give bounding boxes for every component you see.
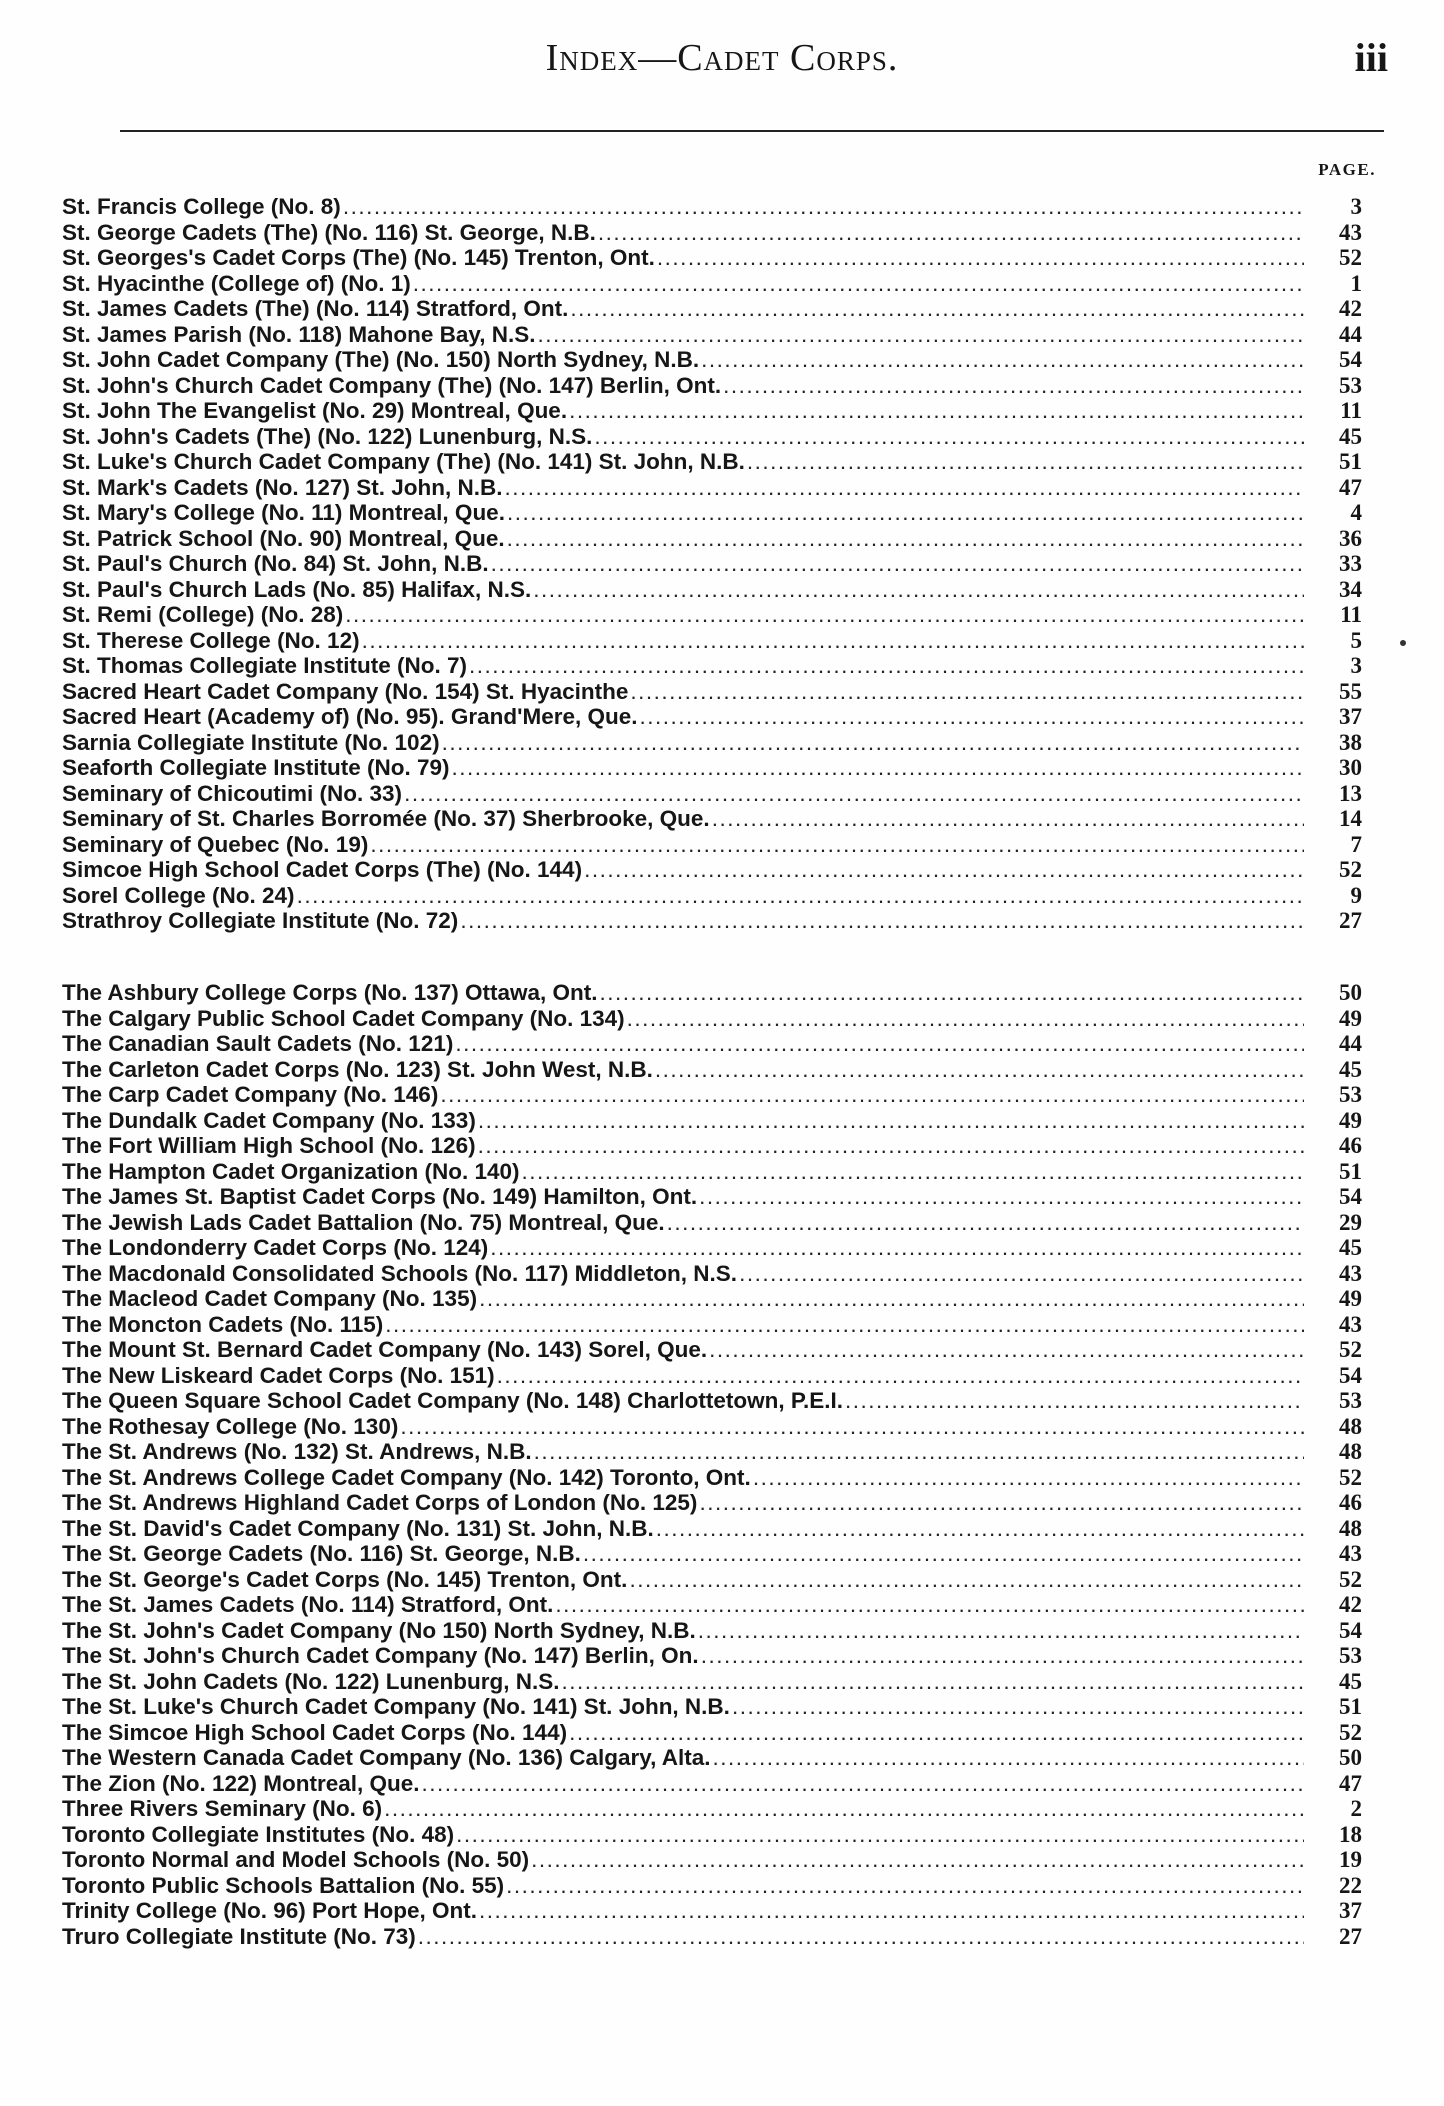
entry-page-number: 52 <box>1339 1719 1362 1745</box>
dot-leader <box>404 781 1304 807</box>
index-entry <box>62 1184 1362 1210</box>
index-entry <box>62 755 1362 781</box>
index-entry <box>62 322 1362 348</box>
dot-leader <box>667 1210 1304 1236</box>
dot-leader <box>479 1898 1304 1924</box>
index-entry <box>62 1643 1362 1669</box>
index-entry <box>62 526 1362 552</box>
entry-title: The Queen Square School Cadet Company (No. 148) Charlottetown, P.E.I. <box>62 1388 843 1413</box>
index-entry <box>62 194 1362 220</box>
entry-page-number: 37 <box>1339 704 1362 729</box>
entry-title: Sorel College (No. 24) <box>62 882 295 908</box>
index-entry <box>62 832 1362 858</box>
entry-title: Toronto Collegiate Institutes (No. 48) <box>62 1821 455 1847</box>
entry-title: The Macleod Cadet Company (No. 135) <box>62 1286 478 1311</box>
entry-page-number: 46 <box>1339 1490 1362 1515</box>
entry-page-number: 53 <box>1339 1643 1362 1668</box>
entry-page-number: 44 <box>1339 321 1362 347</box>
entry-page-number: 22 <box>1339 1872 1362 1898</box>
entry-title: The Londonderry Cadet Corps (No. 124) <box>62 1235 489 1260</box>
index-entry <box>62 1924 1362 1950</box>
entry-page-number: 29 <box>1339 1209 1362 1235</box>
dot-leader <box>598 220 1304 246</box>
dot-leader <box>562 1669 1304 1695</box>
index-entry <box>62 1210 1362 1236</box>
dot-leader <box>709 1337 1304 1363</box>
dot-leader <box>713 1745 1305 1771</box>
entry-title: St. John's Cadets (The) (No. 122) Lunenburg, N.S. <box>62 423 593 449</box>
dot-leader <box>384 1796 1304 1822</box>
index-entry <box>62 1745 1362 1771</box>
dot-leader <box>699 1490 1304 1516</box>
dot-leader <box>583 1541 1304 1567</box>
entry-title: Seminary of Quebec (No. 19) <box>62 831 369 857</box>
entry-title: Strathroy Collegiate Institute (No. 72) <box>62 908 459 933</box>
index-entry <box>62 1235 1362 1261</box>
dot-leader <box>497 1363 1304 1389</box>
index-entry <box>62 1363 1362 1389</box>
entry-title: The Zion (No. 122) Montreal, Que. <box>62 1770 420 1796</box>
index-entry <box>62 1286 1362 1312</box>
entry-page-number: 14 <box>1339 806 1362 831</box>
dot-leader <box>452 755 1304 781</box>
index-entry <box>62 1108 1362 1134</box>
index-entry <box>62 1694 1362 1720</box>
dot-leader <box>362 628 1304 654</box>
index-entry <box>62 781 1362 807</box>
dot-leader <box>538 322 1305 348</box>
dot-leader <box>630 679 1304 705</box>
entry-title: St. James Cadets (The) (No. 114) Stratford, Ont. <box>62 296 569 321</box>
dot-leader <box>640 704 1304 730</box>
entry-title: Sarnia Collegiate Institute (No. 102) <box>62 729 440 755</box>
dot-leader <box>442 730 1304 756</box>
entry-title: St. James Parish (No. 118) Mahone Bay, N.S. <box>62 321 536 347</box>
index-entry <box>62 1057 1362 1083</box>
entry-title: The Fort William High School (No. 126) <box>62 1133 476 1158</box>
dot-leader <box>531 1847 1304 1873</box>
entry-page-number: 49 <box>1339 1005 1362 1031</box>
entry-page-number: 7 <box>1350 831 1362 857</box>
entry-title: The Hampton Cadet Organization (No. 140) <box>62 1158 520 1184</box>
entry-page-number: 43 <box>1339 1311 1362 1337</box>
index-entry <box>62 628 1362 654</box>
header-rule <box>120 130 1384 132</box>
entry-title: The Carleton Cadet Corps (No. 123) St. John West, N.B. <box>62 1056 653 1082</box>
index-entry <box>62 271 1362 297</box>
dot-leader <box>440 1082 1304 1108</box>
dot-leader <box>400 1414 1304 1440</box>
dot-leader <box>747 449 1304 475</box>
index-entry <box>62 602 1362 628</box>
dot-leader <box>506 1873 1304 1899</box>
dot-leader <box>418 1924 1304 1950</box>
entry-title: St. John The Evangelist (No. 29) Montreal, Que. <box>62 398 568 423</box>
margin-speck <box>1400 640 1406 646</box>
dot-leader <box>370 832 1304 858</box>
entry-title: Toronto Normal and Model Schools (No. 50) <box>62 1847 530 1872</box>
dot-leader <box>657 245 1304 271</box>
entry-title: The Ashbury College Corps (No. 137) Ottawa, Ont. <box>62 980 598 1005</box>
dot-leader <box>460 908 1304 934</box>
index-entry <box>62 730 1362 756</box>
entry-title: St. Therese College (No. 12) <box>62 627 360 653</box>
entry-title: The Carp Cadet Company (No. 146) <box>62 1082 439 1107</box>
index-entry <box>62 857 1362 883</box>
entry-page-number: 48 <box>1339 1439 1362 1464</box>
entry-page-number: 33 <box>1339 551 1362 576</box>
dot-leader <box>594 424 1304 450</box>
entry-title: St. Remi (College) (No. 28) <box>62 602 344 627</box>
dot-leader <box>753 1465 1304 1491</box>
dot-leader <box>699 1184 1304 1210</box>
entry-page-number: 9 <box>1350 882 1362 908</box>
index-entry <box>62 245 1362 271</box>
index-entry <box>62 1771 1362 1797</box>
entry-page-number: 52 <box>1339 857 1362 882</box>
entry-page-number: 52 <box>1339 1464 1362 1490</box>
index-entry <box>62 1669 1362 1695</box>
index-entry <box>62 1031 1362 1057</box>
entry-page-number: 46 <box>1339 1133 1362 1158</box>
index-entry <box>62 1261 1362 1287</box>
entry-page-number: 3 <box>1350 653 1362 678</box>
dot-leader <box>732 1694 1304 1720</box>
dot-leader <box>723 373 1304 399</box>
entry-page-number: 54 <box>1339 347 1362 372</box>
entry-title: St. Paul's Church Lads (No. 85) Halifax, N.S. <box>62 576 532 602</box>
dot-leader <box>507 500 1304 526</box>
entry-page-number: 54 <box>1339 1617 1362 1643</box>
entry-title: The Simcoe High School Cadet Corps (No. 144) <box>62 1719 568 1745</box>
entry-page-number: 52 <box>1339 1337 1362 1362</box>
entry-page-number: 47 <box>1339 474 1362 500</box>
index-entry <box>62 1822 1362 1848</box>
index-entry <box>62 551 1362 577</box>
index-entry <box>62 373 1362 399</box>
entry-page-number: 53 <box>1339 372 1362 398</box>
entry-page-number: 13 <box>1339 780 1362 806</box>
dot-leader <box>455 1031 1304 1057</box>
dot-leader <box>701 1643 1304 1669</box>
dot-leader <box>413 271 1304 297</box>
entry-title: The Mount St. Bernard Cadet Company (No. 143) Sorel, Que. <box>62 1337 708 1362</box>
entry-page-number: 36 <box>1339 525 1362 551</box>
index-entry <box>62 1414 1362 1440</box>
entry-title: St. George Cadets (The) (No. 116) St. George, N.B. <box>62 219 596 245</box>
index-entry <box>62 347 1362 373</box>
entry-page-number: 49 <box>1339 1286 1362 1311</box>
dot-leader <box>698 1618 1304 1644</box>
index-entry <box>62 653 1362 679</box>
entry-title: St. Thomas Collegiate Institute (No. 7) <box>62 653 468 678</box>
entry-page-number: 44 <box>1339 1031 1362 1056</box>
dot-leader <box>656 1516 1304 1542</box>
entry-title: Seminary of St. Charles Borromée (No. 37) Sherbrooke, Que. <box>62 806 710 831</box>
index-entry <box>62 1312 1362 1338</box>
entry-title: St. John Cadet Company (The) (No. 150) North Sydney, N.B. <box>62 347 700 372</box>
entry-page-number: 38 <box>1339 729 1362 755</box>
entry-page-number: 53 <box>1339 1082 1362 1107</box>
entry-page-number: 47 <box>1339 1770 1362 1796</box>
entry-page-number: 51 <box>1339 1694 1362 1719</box>
entry-title: The St. George's Cadet Corps (No. 145) Trenton, Ont. <box>62 1566 628 1592</box>
index-entry <box>62 1720 1362 1746</box>
entry-page-number: 11 <box>1340 602 1362 627</box>
entry-title: St. Francis College (No. 8) <box>62 194 341 219</box>
index-entry <box>62 1541 1362 1567</box>
entry-title: The Rothesay College (No. 130) <box>62 1413 399 1439</box>
entry-title: The Macdonald Consolidated Schools (No. 117) Middleton, N.S. <box>62 1260 738 1286</box>
index-entry <box>62 1133 1362 1159</box>
entry-title: The Jewish Lads Cadet Battalion (No. 75) Montreal, Que. <box>62 1209 665 1235</box>
entry-title: St. Luke's Church Cadet Company (The) (No. 141) St. John, N.B. <box>62 449 745 474</box>
entry-page-number: 19 <box>1339 1847 1362 1872</box>
index-entry <box>62 1337 1362 1363</box>
index-entry <box>62 1082 1362 1108</box>
entry-page-number: 2 <box>1350 1796 1362 1821</box>
entry-page-number: 4 <box>1350 500 1362 525</box>
dot-leader <box>570 296 1304 322</box>
index-entry <box>62 908 1362 934</box>
entry-title: St. Mark's Cadets (No. 127) St. John, N.B. <box>62 474 503 500</box>
dot-leader <box>629 1567 1304 1593</box>
entry-title: Sacred Heart (Academy of) (No. 95). Grand'Mere, Que. <box>62 704 638 729</box>
entry-title: The St. George Cadets (No. 116) St. George, N.B. <box>62 1541 581 1566</box>
entry-page-number: 43 <box>1339 1541 1362 1566</box>
entry-title: St. John's Church Cadet Company (The) (No. 147) Berlin, Ont. <box>62 372 722 398</box>
entry-page-number: 34 <box>1339 576 1362 602</box>
dot-leader <box>478 1133 1304 1159</box>
index-entry <box>62 296 1362 322</box>
dot-leader <box>343 194 1304 220</box>
index-entry <box>62 1439 1362 1465</box>
entry-page-number: 50 <box>1339 1745 1362 1770</box>
dot-leader <box>478 1108 1304 1134</box>
entry-title: Toronto Public Schools Battalion (No. 55) <box>62 1872 505 1898</box>
entry-title: The James St. Baptist Cadet Corps (No. 149) Hamilton, Ont. <box>62 1184 698 1209</box>
entry-page-number: 5 <box>1350 627 1362 653</box>
index-entry <box>62 1873 1362 1899</box>
dot-leader <box>422 1771 1304 1797</box>
index-entry <box>62 1006 1362 1032</box>
entry-title: The Calgary Public School Cadet Company (No. 134) <box>62 1005 625 1031</box>
entry-title: The St. John Cadets (No. 122) Lunenburg, N.S. <box>62 1668 560 1694</box>
entry-title: The St. John's Cadet Company (No 150) North Sydney, N.B. <box>62 1617 696 1643</box>
dot-leader <box>584 857 1304 883</box>
entry-page-number: 43 <box>1339 1260 1362 1286</box>
entry-title: The Western Canada Cadet Company (No. 136) Calgary, Alta. <box>62 1745 711 1770</box>
entry-page-number: 51 <box>1339 449 1362 474</box>
index-entry <box>62 220 1362 246</box>
index-group-s <box>62 194 1362 934</box>
dot-leader <box>297 883 1304 909</box>
dot-leader <box>490 1235 1304 1261</box>
entry-page-number: 53 <box>1339 1388 1362 1413</box>
dot-leader <box>491 551 1304 577</box>
entry-page-number: 45 <box>1339 1235 1362 1260</box>
entry-page-number: 50 <box>1339 980 1362 1005</box>
entry-page-number: 43 <box>1339 219 1362 245</box>
entry-title: The St. Andrews College Cadet Company (No. 142) Toronto, Ont. <box>62 1464 751 1490</box>
entry-title: St. Hyacinthe (College of) (No. 1) <box>62 270 411 296</box>
entry-page-number: 27 <box>1339 1923 1362 1949</box>
page-folio: iii <box>1354 35 1388 80</box>
entry-page-number: 55 <box>1339 678 1362 704</box>
entry-title: St. Paul's Church (No. 84) St. John, N.B. <box>62 551 489 576</box>
index-entry <box>62 679 1362 705</box>
dot-leader <box>479 1286 1304 1312</box>
dot-leader <box>385 1312 1304 1338</box>
index-entry <box>62 1159 1362 1185</box>
entry-page-number: 45 <box>1339 1056 1362 1082</box>
entry-page-number: 42 <box>1339 296 1362 321</box>
index-entry <box>62 980 1362 1006</box>
dot-leader <box>507 526 1304 552</box>
index-entry <box>62 500 1362 526</box>
dot-leader <box>627 1006 1304 1032</box>
entry-page-number: 54 <box>1339 1362 1362 1388</box>
index-entry <box>62 1567 1362 1593</box>
entry-page-number: 54 <box>1339 1184 1362 1209</box>
entry-page-number: 45 <box>1339 423 1362 449</box>
entry-page-number: 45 <box>1339 1668 1362 1694</box>
entry-page-number: 3 <box>1350 194 1362 219</box>
index-entry <box>62 883 1362 909</box>
index-entry <box>62 704 1362 730</box>
entry-page-number: 49 <box>1339 1107 1362 1133</box>
entry-title: St. Mary's College (No. 11) Montreal, Que. <box>62 500 505 525</box>
page-column-heading: PAGE. <box>1318 160 1376 179</box>
index-entry <box>62 1516 1362 1542</box>
index-group-t <box>62 980 1362 1949</box>
entry-title: Sacred Heart Cadet Company (No. 154) St. Hyacinthe <box>62 678 629 704</box>
index-entry <box>62 475 1362 501</box>
index-entry <box>62 398 1362 424</box>
entry-page-number: 37 <box>1339 1898 1362 1923</box>
entry-title: The St. Luke's Church Cadet Company (No. 141) St. John, N.B. <box>62 1694 730 1719</box>
entry-page-number: 1 <box>1350 270 1362 296</box>
entry-page-number: 11 <box>1340 398 1362 423</box>
entry-title: The Moncton Cadets (No. 115) <box>62 1311 384 1337</box>
index-entry <box>62 1796 1362 1822</box>
dot-leader <box>845 1388 1304 1414</box>
entry-title: Three Rivers Seminary (No. 6) <box>62 1796 383 1821</box>
entry-title: Seaforth Collegiate Institute (No. 79) <box>62 755 450 780</box>
index-entry <box>62 1898 1362 1924</box>
dot-leader <box>712 806 1304 832</box>
dot-leader <box>555 1592 1304 1618</box>
entry-title: Trinity College (No. 96) Port Hope, Ont. <box>62 1898 478 1923</box>
entry-page-number: 48 <box>1339 1413 1362 1439</box>
entry-page-number: 52 <box>1339 245 1362 270</box>
entry-title: The St. Andrews Highland Cadet Corps of London (No. 125) <box>62 1490 698 1515</box>
entry-title: The St. John's Church Cadet Company (No. 147) Berlin, On. <box>62 1643 699 1668</box>
entry-title: Seminary of Chicoutimi (No. 33) <box>62 780 403 806</box>
entry-title: The New Liskeard Cadet Corps (No. 151) <box>62 1362 495 1388</box>
entry-title: The St. James Cadets (No. 114) Stratford, Ont. <box>62 1592 554 1617</box>
dot-leader <box>534 1439 1304 1465</box>
index-entry <box>62 806 1362 832</box>
dot-leader <box>569 1720 1304 1746</box>
dot-leader <box>600 980 1305 1006</box>
entry-title: St. Patrick School (No. 90) Montreal, Que. <box>62 525 505 551</box>
entry-page-number: 42 <box>1339 1592 1362 1617</box>
entry-page-number: 51 <box>1339 1158 1362 1184</box>
index-entry <box>62 1592 1362 1618</box>
entry-title: The St. David's Cadet Company (No. 131) St. John, N.B. <box>62 1515 654 1541</box>
running-title: Index—Cadet Corps. <box>545 37 899 79</box>
dot-leader <box>504 475 1304 501</box>
entry-page-number: 48 <box>1339 1515 1362 1541</box>
index-entry <box>62 1388 1362 1414</box>
index-entry <box>62 1618 1362 1644</box>
entry-page-number: 52 <box>1339 1566 1362 1592</box>
entry-page-number: 30 <box>1339 755 1362 780</box>
dot-leader <box>739 1261 1304 1287</box>
index-entry <box>62 1490 1362 1516</box>
index-entry <box>62 577 1362 603</box>
index-entry <box>62 1465 1362 1491</box>
dot-leader <box>522 1159 1304 1185</box>
dot-leader <box>655 1057 1304 1083</box>
entry-title: Simcoe High School Cadet Corps (The) (No. 144) <box>62 857 583 882</box>
entry-title: The Canadian Sault Cadets (No. 121) <box>62 1031 454 1056</box>
index-entry <box>62 424 1362 450</box>
entry-title: The Dundalk Cadet Company (No. 133) <box>62 1107 476 1133</box>
index-entry <box>62 449 1362 475</box>
dot-leader <box>469 653 1304 679</box>
entry-page-number: 18 <box>1339 1821 1362 1847</box>
entry-page-number: 27 <box>1339 908 1362 933</box>
dot-leader <box>456 1822 1304 1848</box>
entry-title: The St. Andrews (No. 132) St. Andrews, N.B. <box>62 1439 532 1464</box>
entry-title: Truro Collegiate Institute (No. 73) <box>62 1923 416 1949</box>
dot-leader <box>701 347 1304 373</box>
index-entry <box>62 1847 1362 1873</box>
dot-leader <box>345 602 1304 628</box>
dot-leader <box>569 398 1304 424</box>
entry-title: St. Georges's Cadet Corps (The) (No. 145) Trenton, Ont. <box>62 245 655 270</box>
dot-leader <box>533 577 1304 603</box>
